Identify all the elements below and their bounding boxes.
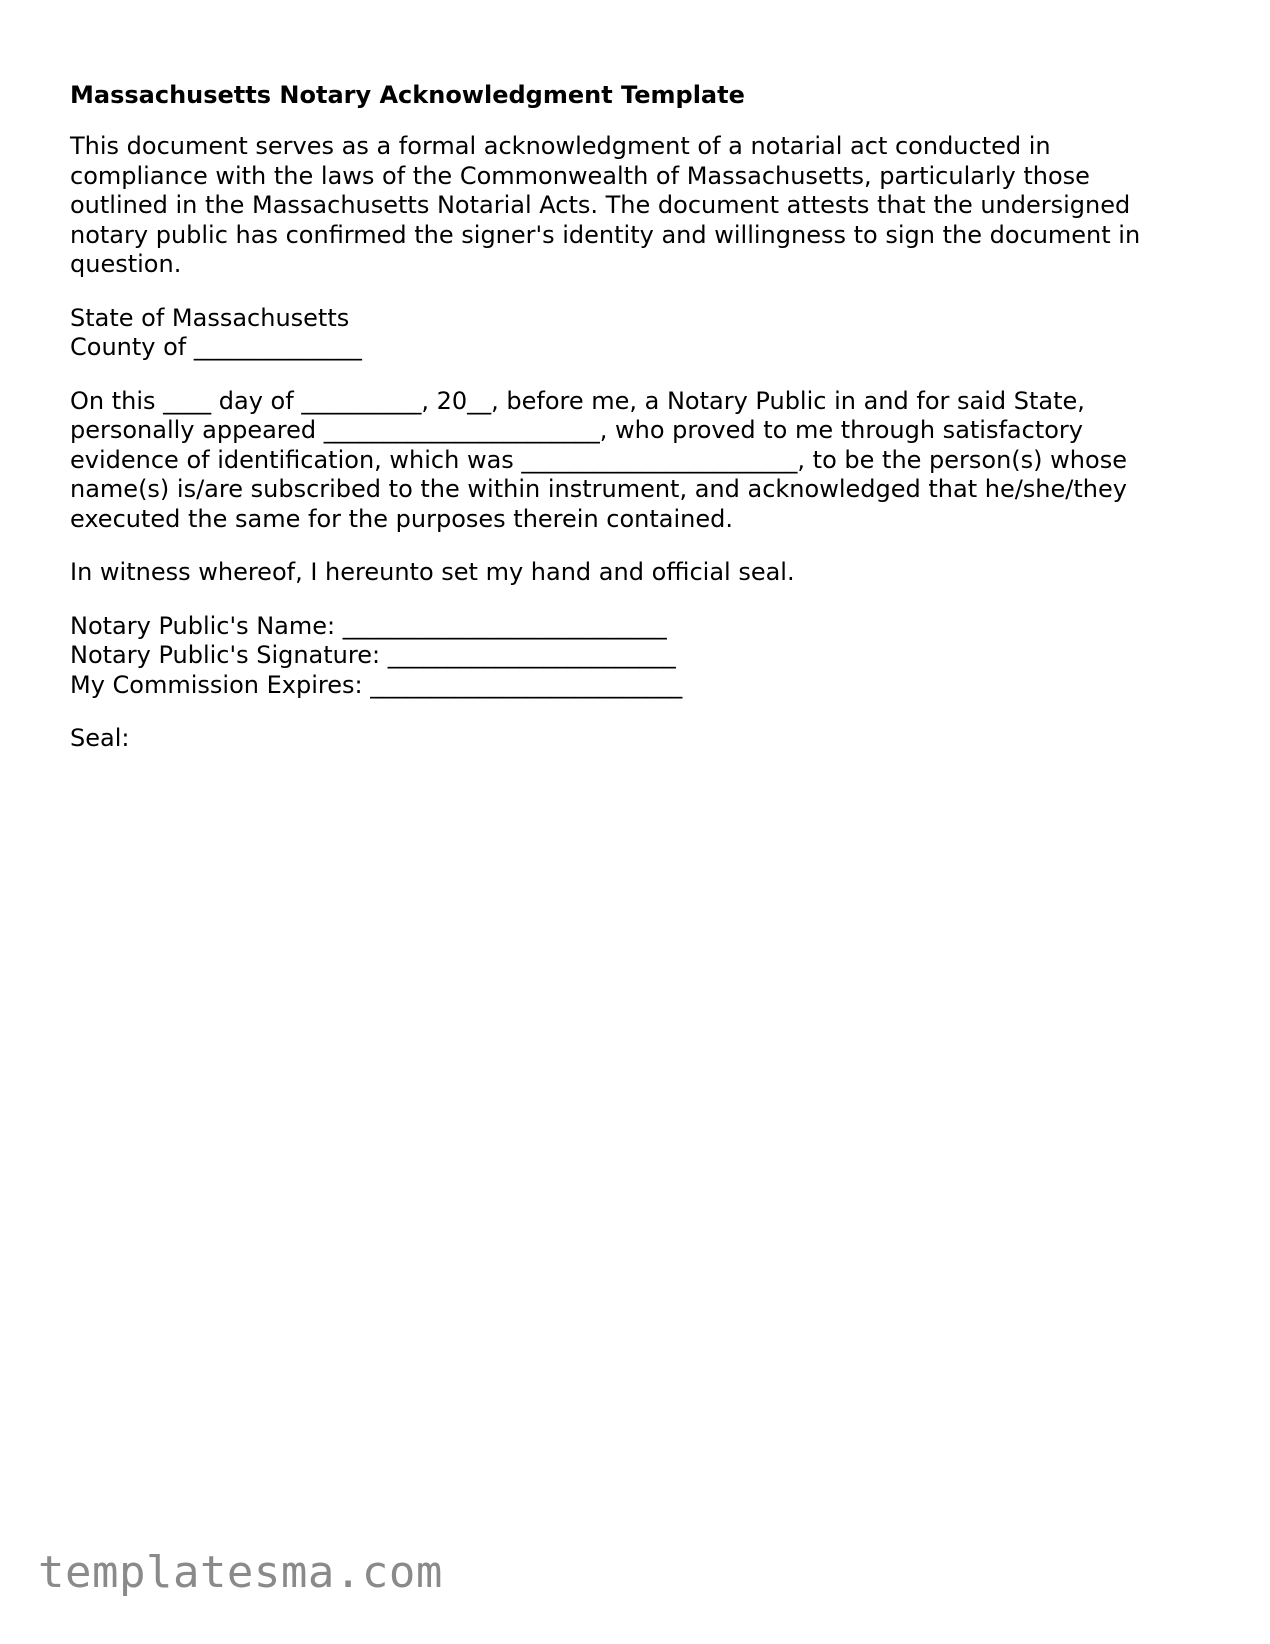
document-title: Massachusetts Notary Acknowledgment Template	[70, 81, 745, 109]
acknowledgment-line: executed the same for the purposes therein contained.	[70, 504, 734, 533]
county-line: County of ______________	[70, 333, 362, 361]
state-line: State of Massachusetts	[70, 303, 350, 332]
notary-signature-field: Notary Public's Signature: ________________________	[70, 641, 676, 669]
commission-expires-field: My Commission Expires: __________________________	[70, 670, 683, 699]
intro-line: outlined in the Massachusetts Notarial Acts. The document attests that the undersigned	[70, 191, 1131, 219]
acknowledgment-line: On this ____ day of __________, 20__, before me, a Notary Public in and for said State,	[70, 386, 1085, 415]
notary-name-field: Notary Public's Name: ___________________________	[70, 611, 667, 640]
acknowledgment-line: personally appeared _______________________, who proved to me through satisfactory	[70, 416, 1083, 444]
intro-paragraph	[70, 132, 1200, 280]
acknowledgment-line: evidence of identification, which was _______________________, to be the person(s) whose	[70, 445, 1127, 474]
seal-label: Seal:	[70, 724, 130, 752]
witness-statement: In witness whereof, I hereunto set my hand and official seal.	[70, 558, 795, 586]
intro-line: notary public has confirmed the signer's identity and willingness to sign the document in	[70, 220, 1141, 249]
acknowledgment-line: name(s) is/are subscribed to the within instrument, and acknowledged that he/she/they	[70, 475, 1127, 503]
intro-line: This document serves as a formal acknowledgment of a notarial act conducted in	[70, 132, 1051, 160]
intro-line: question.	[70, 250, 182, 278]
intro-line: compliance with the laws of the Commonwealth of Massachusetts, particularly those	[70, 161, 1090, 190]
notary-fields	[70, 612, 1200, 701]
acknowledgment-paragraph	[70, 387, 1200, 535]
venue-block	[70, 304, 1200, 363]
watermark: templatesma.com	[38, 1547, 443, 1598]
document-page	[70, 80, 1200, 778]
